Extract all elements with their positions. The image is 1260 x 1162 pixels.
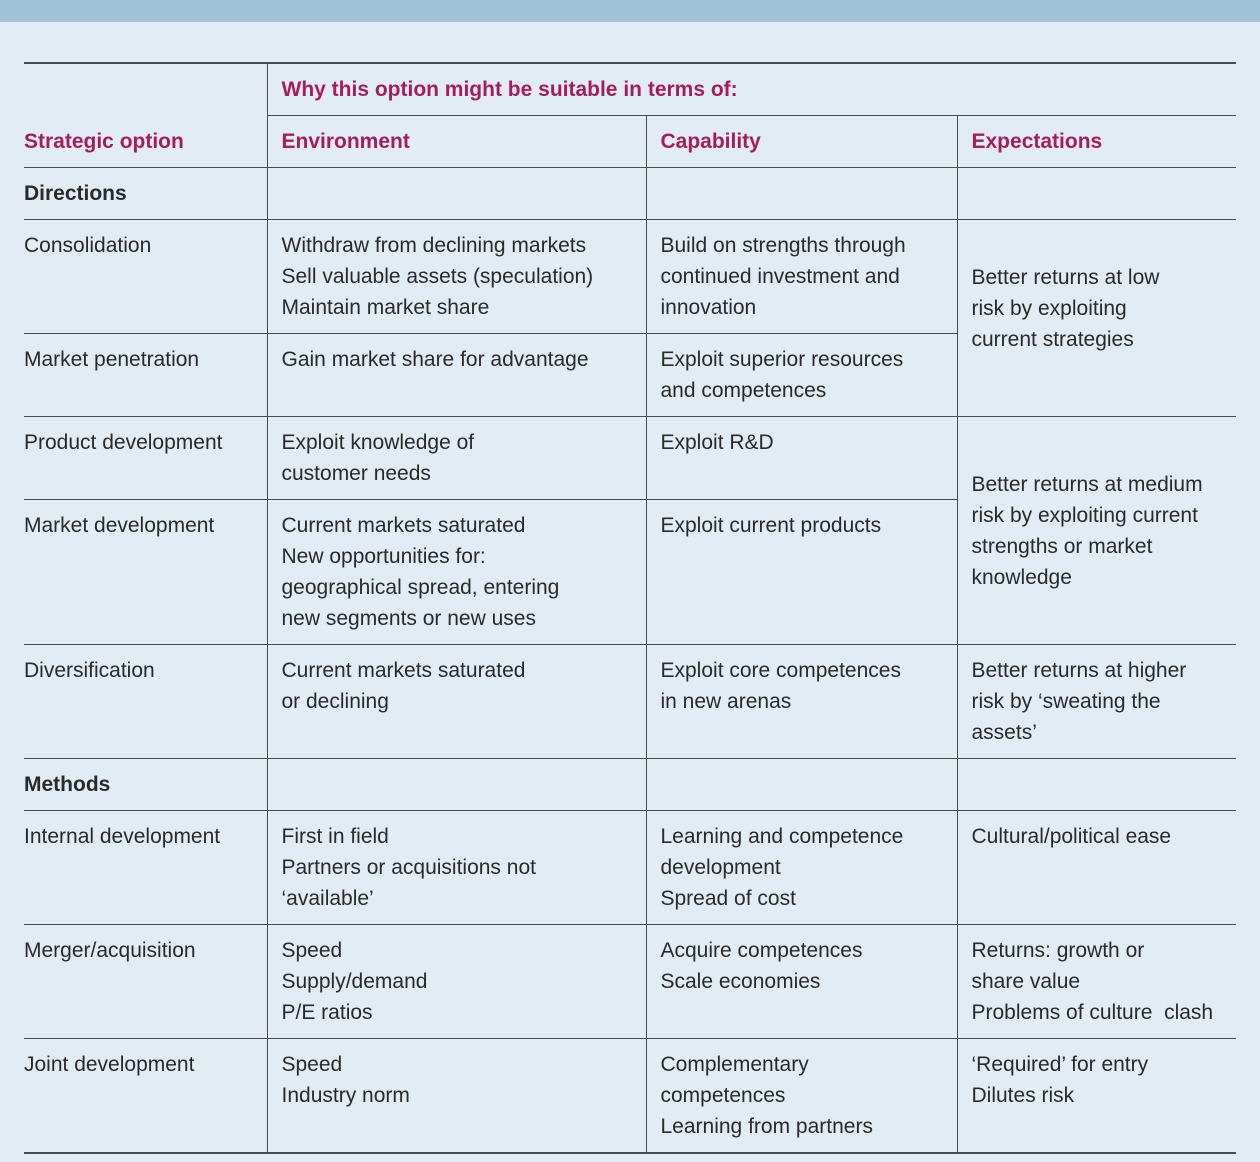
cell-line: Cultural/political ease (971, 825, 1172, 848)
cell-line: Better returns at higher (971, 659, 1187, 682)
cell-line: Problems of culture clash (971, 1001, 1214, 1024)
cell-line: Exploit superior resources (660, 348, 904, 371)
option-label: Joint development (24, 1039, 267, 1154)
cell-line: Build on strengths through (660, 234, 906, 257)
cell-line: Exploit current products (660, 514, 882, 537)
cell-line: knowledge (971, 565, 1072, 589)
cell-line: current strategies (971, 327, 1134, 351)
section-row-methods (24, 759, 1236, 811)
option-label: Internal development (24, 811, 267, 925)
cell-line: ‘available’ (281, 887, 374, 910)
expectations-cell (957, 645, 1236, 759)
empty-cell (267, 759, 646, 811)
empty-cell (646, 168, 957, 220)
expectations-cell-medium-risk (957, 417, 1236, 645)
section-label-directions: Directions (24, 168, 267, 220)
header-capability: Capability (646, 116, 957, 168)
capability-cell (646, 334, 957, 417)
header-group-row (24, 63, 1236, 116)
cell-line: strengths or market (971, 534, 1153, 558)
header-strategic-option: Strategic option (24, 116, 267, 168)
environment-cell (267, 417, 646, 500)
table-row (24, 417, 1236, 500)
cell-line: First in field (281, 825, 389, 848)
cell-line: Sell valuable assets (speculation) (281, 265, 594, 288)
cell-line: Returns: growth or (971, 939, 1145, 962)
empty-cell (267, 168, 646, 220)
cell-line: Partners or acquisitions not (281, 856, 536, 879)
environment-cell (267, 645, 646, 759)
cell-line: Exploit R&D (660, 431, 774, 454)
environment-cell (267, 334, 646, 417)
empty-cell (646, 759, 957, 811)
cell-line: development (660, 856, 781, 879)
cell-line: customer needs (281, 462, 431, 485)
cell-line: risk by exploiting current (971, 503, 1198, 527)
header-row (24, 116, 1236, 168)
environment-cell (267, 220, 646, 334)
cell-line: Better returns at low (971, 265, 1160, 289)
cell-line: Industry norm (281, 1084, 410, 1107)
expectations-cell (957, 925, 1236, 1039)
environment-cell (267, 1039, 646, 1154)
header-group-title: Why this option might be suitable in terms of: (267, 63, 1236, 116)
cell-line: risk by ‘sweating the (971, 690, 1161, 713)
cell-line: competences (660, 1084, 786, 1107)
top-banner (0, 0, 1260, 22)
strategic-options-table (24, 62, 1236, 1154)
cell-line: Withdraw from declining markets (281, 234, 587, 257)
option-label: Market penetration (24, 334, 267, 417)
table-row (24, 1039, 1236, 1154)
cell-line: Current markets saturated (281, 514, 526, 537)
cell-line: Maintain market share (281, 296, 490, 319)
cell-line: new segments or new uses (281, 607, 536, 630)
expectations-cell (957, 811, 1236, 925)
cell-line: geographical spread, entering (281, 576, 560, 599)
header-expectations: Expectations (957, 116, 1236, 168)
cell-line: Speed (281, 939, 343, 962)
cell-line: Exploit core competences (660, 659, 901, 682)
cell-line: Speed (281, 1053, 343, 1076)
cell-line: P/E ratios (281, 1001, 373, 1024)
capability-cell (646, 925, 957, 1039)
capability-cell (646, 811, 957, 925)
header-environment: Environment (267, 116, 646, 168)
cell-line: Complementary (660, 1053, 809, 1076)
expectations-cell (957, 1039, 1236, 1154)
cell-line: risk by exploiting (971, 296, 1127, 320)
option-label: Consolidation (24, 220, 267, 334)
cell-line: and competences (660, 379, 827, 402)
cell-line: Better returns at medium (971, 472, 1203, 496)
capability-cell (646, 645, 957, 759)
empty-cell (957, 759, 1236, 811)
cell-line: Scale economies (660, 970, 821, 993)
capability-cell (646, 1039, 957, 1154)
cell-line: assets’ (971, 721, 1037, 744)
cell-line: Gain market share for advantage (281, 348, 589, 371)
option-label: Merger/acquisition (24, 925, 267, 1039)
empty-cell (957, 168, 1236, 220)
cell-line: Learning and competence (660, 825, 904, 848)
cell-line: Supply/demand (281, 970, 428, 993)
option-label: Product development (24, 417, 267, 500)
cell-line: innovation (660, 296, 757, 319)
environment-cell (267, 925, 646, 1039)
section-label-methods: Methods (24, 759, 267, 811)
option-label: Diversification (24, 645, 267, 759)
cell-line: or declining (281, 690, 389, 713)
cell-line: share value (971, 970, 1081, 993)
environment-cell (267, 500, 646, 645)
capability-cell (646, 500, 957, 645)
cell-line: Exploit knowledge of (281, 431, 475, 454)
capability-cell (646, 220, 957, 334)
cell-line: in new arenas (660, 690, 792, 713)
table-row (24, 811, 1236, 925)
option-label: Market development (24, 500, 267, 645)
expectations-cell-low-risk (957, 220, 1236, 417)
capability-cell (646, 417, 957, 500)
section-row-directions (24, 168, 1236, 220)
cell-line: New opportunities for: (281, 545, 486, 568)
table-row (24, 220, 1236, 334)
table-row (24, 645, 1236, 759)
cell-line: Learning from partners (660, 1115, 873, 1138)
cell-line: Dilutes risk (971, 1084, 1075, 1107)
cell-line: ‘Required’ for entry (971, 1053, 1149, 1076)
cell-line: Acquire competences (660, 939, 863, 962)
environment-cell (267, 811, 646, 925)
cell-line: Current markets saturated (281, 659, 526, 682)
cell-line: Spread of cost (660, 887, 796, 910)
header-empty-cell (24, 63, 267, 116)
cell-line: continued investment and (660, 265, 900, 288)
table-row (24, 925, 1236, 1039)
